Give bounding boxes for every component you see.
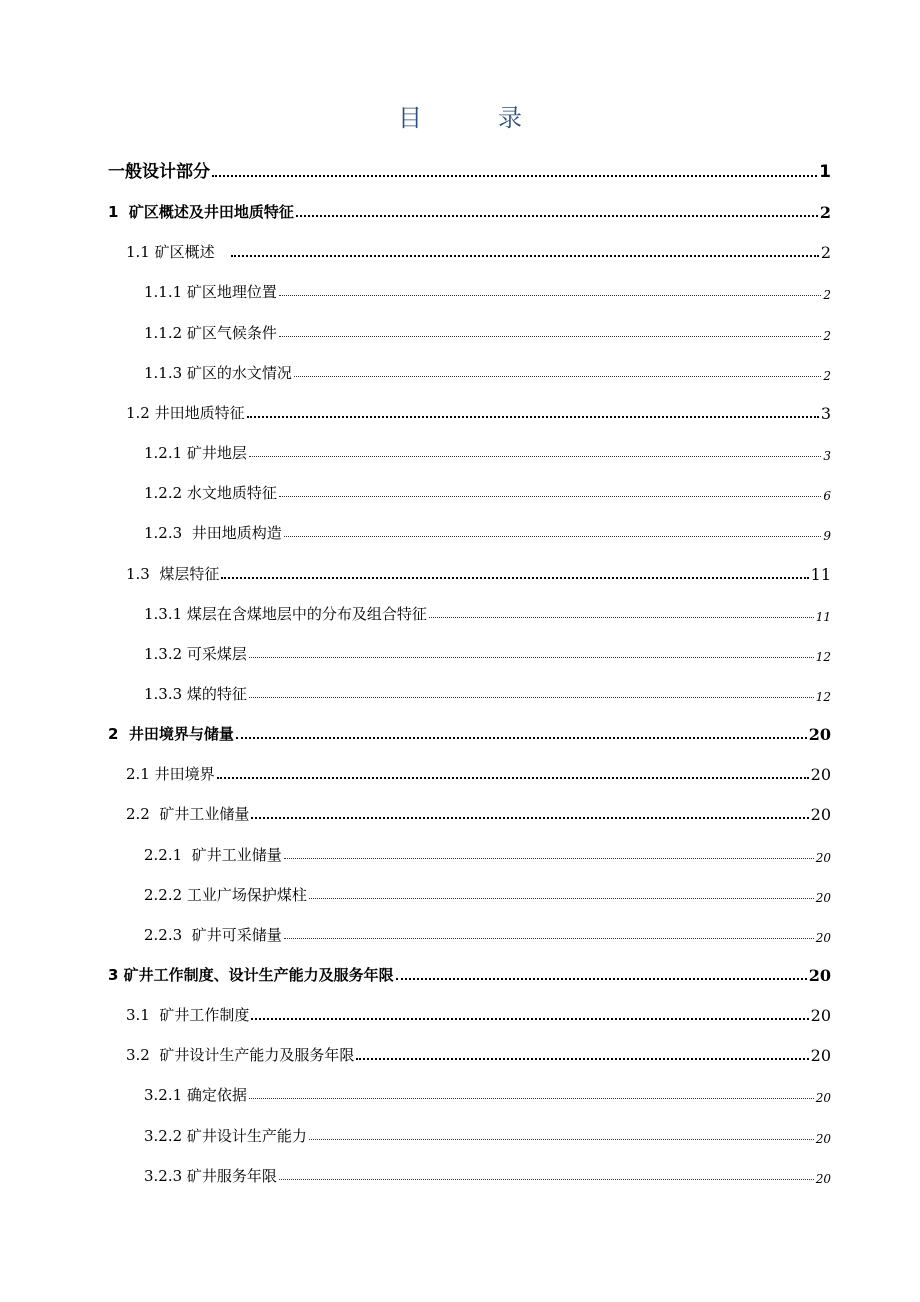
toc-entry-page-number: 12 bbox=[815, 689, 831, 704]
toc-entry-label: 1.1.2 矿区气候条件 bbox=[144, 323, 277, 342]
toc-entry-label: 2.2 矿井工业储量 bbox=[126, 805, 250, 824]
dot-leader bbox=[217, 777, 809, 779]
toc-entry-page-number: 11 bbox=[815, 609, 831, 624]
toc-entry-label: 1.3 煤层特征 bbox=[126, 564, 220, 583]
dot-leader bbox=[294, 376, 821, 377]
toc-entry[interactable] bbox=[144, 839, 831, 865]
toc-entry-label: 1.2.2 水文地质特征 bbox=[144, 484, 277, 503]
toc-entry[interactable] bbox=[126, 999, 831, 1025]
toc-entry-page-number: 20 bbox=[815, 850, 831, 865]
toc-entry-label: 3.2.3 矿井服务年限 bbox=[144, 1166, 277, 1185]
toc-entry[interactable] bbox=[126, 1039, 831, 1065]
dot-leader bbox=[279, 1179, 814, 1180]
toc-entry-label: 2.1 井田境界 bbox=[126, 765, 215, 784]
toc-entry[interactable] bbox=[144, 1120, 831, 1146]
dot-leader bbox=[221, 577, 808, 579]
toc-entry-page-number: 12 bbox=[815, 649, 831, 664]
toc-entry[interactable] bbox=[144, 598, 831, 624]
toc-entry[interactable] bbox=[126, 558, 831, 584]
toc-entry-page-number: 20 bbox=[815, 1131, 831, 1146]
dot-leader bbox=[236, 737, 807, 739]
toc-entry[interactable] bbox=[144, 1160, 831, 1186]
toc-entry-page-number: 20 bbox=[808, 966, 831, 985]
dot-leader bbox=[212, 175, 817, 177]
toc-entry[interactable] bbox=[144, 517, 831, 543]
dot-leader bbox=[231, 255, 819, 257]
toc-entry-label: 2.2.2 工业广场保护煤柱 bbox=[144, 885, 307, 904]
dot-leader bbox=[247, 416, 819, 418]
toc-entry[interactable] bbox=[108, 156, 831, 182]
dot-leader bbox=[279, 496, 821, 497]
toc-entry-page-number: 2 bbox=[823, 288, 831, 303]
dot-leader bbox=[279, 295, 821, 296]
toc-entry-page-number: 2 bbox=[819, 203, 831, 223]
toc-entry-label: 1.2.3 井田地质构造 bbox=[144, 524, 282, 543]
dot-leader bbox=[251, 1018, 808, 1020]
dot-leader bbox=[309, 898, 814, 899]
toc-entry-page-number: 2 bbox=[820, 243, 831, 263]
toc-entry-label: 1.1.1 矿区地理位置 bbox=[144, 283, 277, 302]
toc-entry-label: 1.1.3 矿区的水文情况 bbox=[144, 363, 292, 382]
toc-entry-page-number: 20 bbox=[810, 805, 831, 825]
dot-leader bbox=[249, 657, 814, 658]
toc-entry-label: 3.1 矿井工作制度 bbox=[126, 1006, 250, 1025]
toc-entry-page-number: 3 bbox=[820, 403, 831, 423]
toc-entry[interactable] bbox=[144, 678, 831, 704]
toc-entry-label: 1.3.2 可采煤层 bbox=[144, 644, 247, 663]
dot-leader bbox=[284, 536, 822, 537]
toc-entry[interactable] bbox=[126, 397, 831, 423]
dot-leader bbox=[249, 456, 821, 457]
toc-entry[interactable] bbox=[144, 879, 831, 905]
dot-leader bbox=[284, 858, 814, 859]
toc-entry-label: 1.1 矿区概述 bbox=[126, 243, 229, 262]
toc-entry-label: 一般设计部分 bbox=[108, 162, 210, 182]
dot-leader bbox=[249, 697, 814, 698]
toc-entry-page-number: 2 bbox=[823, 328, 831, 343]
toc-entry[interactable] bbox=[144, 437, 831, 463]
toc-entry-label: 1.2 井田地质特征 bbox=[126, 403, 245, 422]
toc-entry[interactable] bbox=[126, 798, 831, 824]
toc-entry[interactable] bbox=[144, 919, 831, 945]
toc-entry[interactable] bbox=[144, 638, 831, 664]
toc-entry-page-number: 20 bbox=[815, 1091, 831, 1106]
toc-entry[interactable] bbox=[108, 959, 831, 985]
dot-leader bbox=[309, 1139, 814, 1140]
toc-entry-label: 3.2.2 矿井设计生产能力 bbox=[144, 1126, 307, 1145]
dot-leader bbox=[251, 817, 808, 819]
toc-entry[interactable] bbox=[144, 1079, 831, 1105]
dot-leader bbox=[296, 215, 818, 217]
toc-entry-label: 1.2.1 矿井地层 bbox=[144, 444, 247, 463]
toc-entry[interactable] bbox=[144, 357, 831, 383]
toc-entry-page-number: 11 bbox=[810, 564, 831, 584]
toc-entry[interactable] bbox=[126, 236, 831, 262]
dot-leader bbox=[429, 617, 814, 618]
page-title: 目 录 bbox=[398, 104, 548, 132]
toc-entry[interactable] bbox=[144, 477, 831, 503]
toc-entry-page-number: 20 bbox=[810, 1046, 831, 1066]
toc-entry-label: 3.2 矿井设计生产能力及服务年限 bbox=[126, 1046, 355, 1065]
toc-entry-page-number: 20 bbox=[815, 930, 831, 945]
dot-leader bbox=[284, 938, 814, 939]
toc-entry-page-number: 20 bbox=[810, 1006, 831, 1026]
toc-entry-label: 2.2.3 矿井可采储量 bbox=[144, 925, 282, 944]
toc-entry[interactable] bbox=[144, 317, 831, 343]
toc-entry-page-number: 1 bbox=[819, 162, 831, 182]
dot-leader bbox=[356, 1058, 808, 1060]
toc-entry-page-number: 6 bbox=[823, 489, 831, 504]
toc-entry-page-number: 20 bbox=[808, 725, 831, 745]
toc-entry-page-number: 20 bbox=[810, 765, 831, 785]
toc-entry[interactable] bbox=[144, 276, 831, 302]
toc-entry-page-number: 20 bbox=[815, 890, 831, 905]
toc-entry-label: 1 矿区概述及井田地质特征 bbox=[108, 203, 294, 222]
dot-leader bbox=[279, 336, 821, 337]
toc-entry-page-number: 3 bbox=[823, 449, 831, 464]
toc-entry-page-number: 20 bbox=[815, 1171, 831, 1186]
toc-entry-page-number: 9 bbox=[823, 529, 831, 544]
toc-entry-page-number: 2 bbox=[823, 368, 831, 383]
toc-entry[interactable] bbox=[126, 758, 831, 784]
toc-entry[interactable] bbox=[108, 718, 831, 744]
toc-entry-label: 3.2.1 确定依据 bbox=[144, 1086, 247, 1105]
toc-entry-label: 3 矿井工作制度、设计生产能力及服务年限 bbox=[108, 966, 394, 984]
toc-entry-label: 1.3.3 煤的特征 bbox=[144, 684, 247, 703]
toc-entry-label: 1.3.1 煤层在含煤地层中的分布及组合特征 bbox=[144, 604, 427, 623]
toc-entry-label: 2 井田境界与储量 bbox=[108, 725, 234, 744]
dot-leader bbox=[249, 1098, 814, 1099]
dot-leader bbox=[396, 978, 807, 980]
toc-entry[interactable] bbox=[108, 196, 831, 222]
toc-entry-label: 2.2.1 矿井工业储量 bbox=[144, 845, 282, 864]
